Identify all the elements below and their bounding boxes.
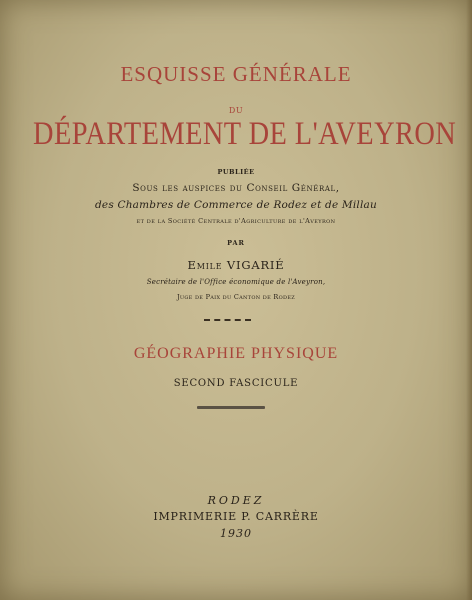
imprint-city: RODEZ (207, 494, 265, 507)
divider-rule (197, 406, 265, 409)
author-role-line-1: Secrétaire de l'Office économique de l'Aveyron, (146, 278, 326, 286)
fascicule-label: SECOND FASCICULE (173, 378, 299, 389)
auspices-line-1: Sous les auspices du Conseil Général, (132, 182, 340, 194)
author-last-name: VIGARIÉ (226, 258, 285, 272)
author-first-name: Emile (187, 258, 223, 272)
ornamental-divider (204, 319, 251, 321)
title-line-1: ESQUISSE GÉNÉRALE (120, 62, 352, 86)
title-line-3: DÉPARTEMENT DE L'AVEYRON (33, 116, 457, 152)
par-label: PAR (227, 239, 245, 247)
auspices-line-2: des Chambres de Commerce de Rodez et de Millau (95, 199, 377, 211)
author-role-line-2: Juge de Paix du Canton de Rodez (176, 293, 296, 301)
subject-heading: GÉOGRAPHIE PHYSIQUE (133, 345, 339, 362)
publiee-label: PUBLIÉE (217, 168, 255, 176)
imprint-printer: IMPRIMERIE P. CARRÈRE (153, 510, 319, 523)
author-name (0, 258, 472, 272)
title-line-2: DU (228, 106, 244, 115)
imprint-year: 1930 (220, 527, 252, 540)
auspices-line-3: et de la Société Centrale d'Agriculture de l'Aveyron (136, 217, 336, 225)
